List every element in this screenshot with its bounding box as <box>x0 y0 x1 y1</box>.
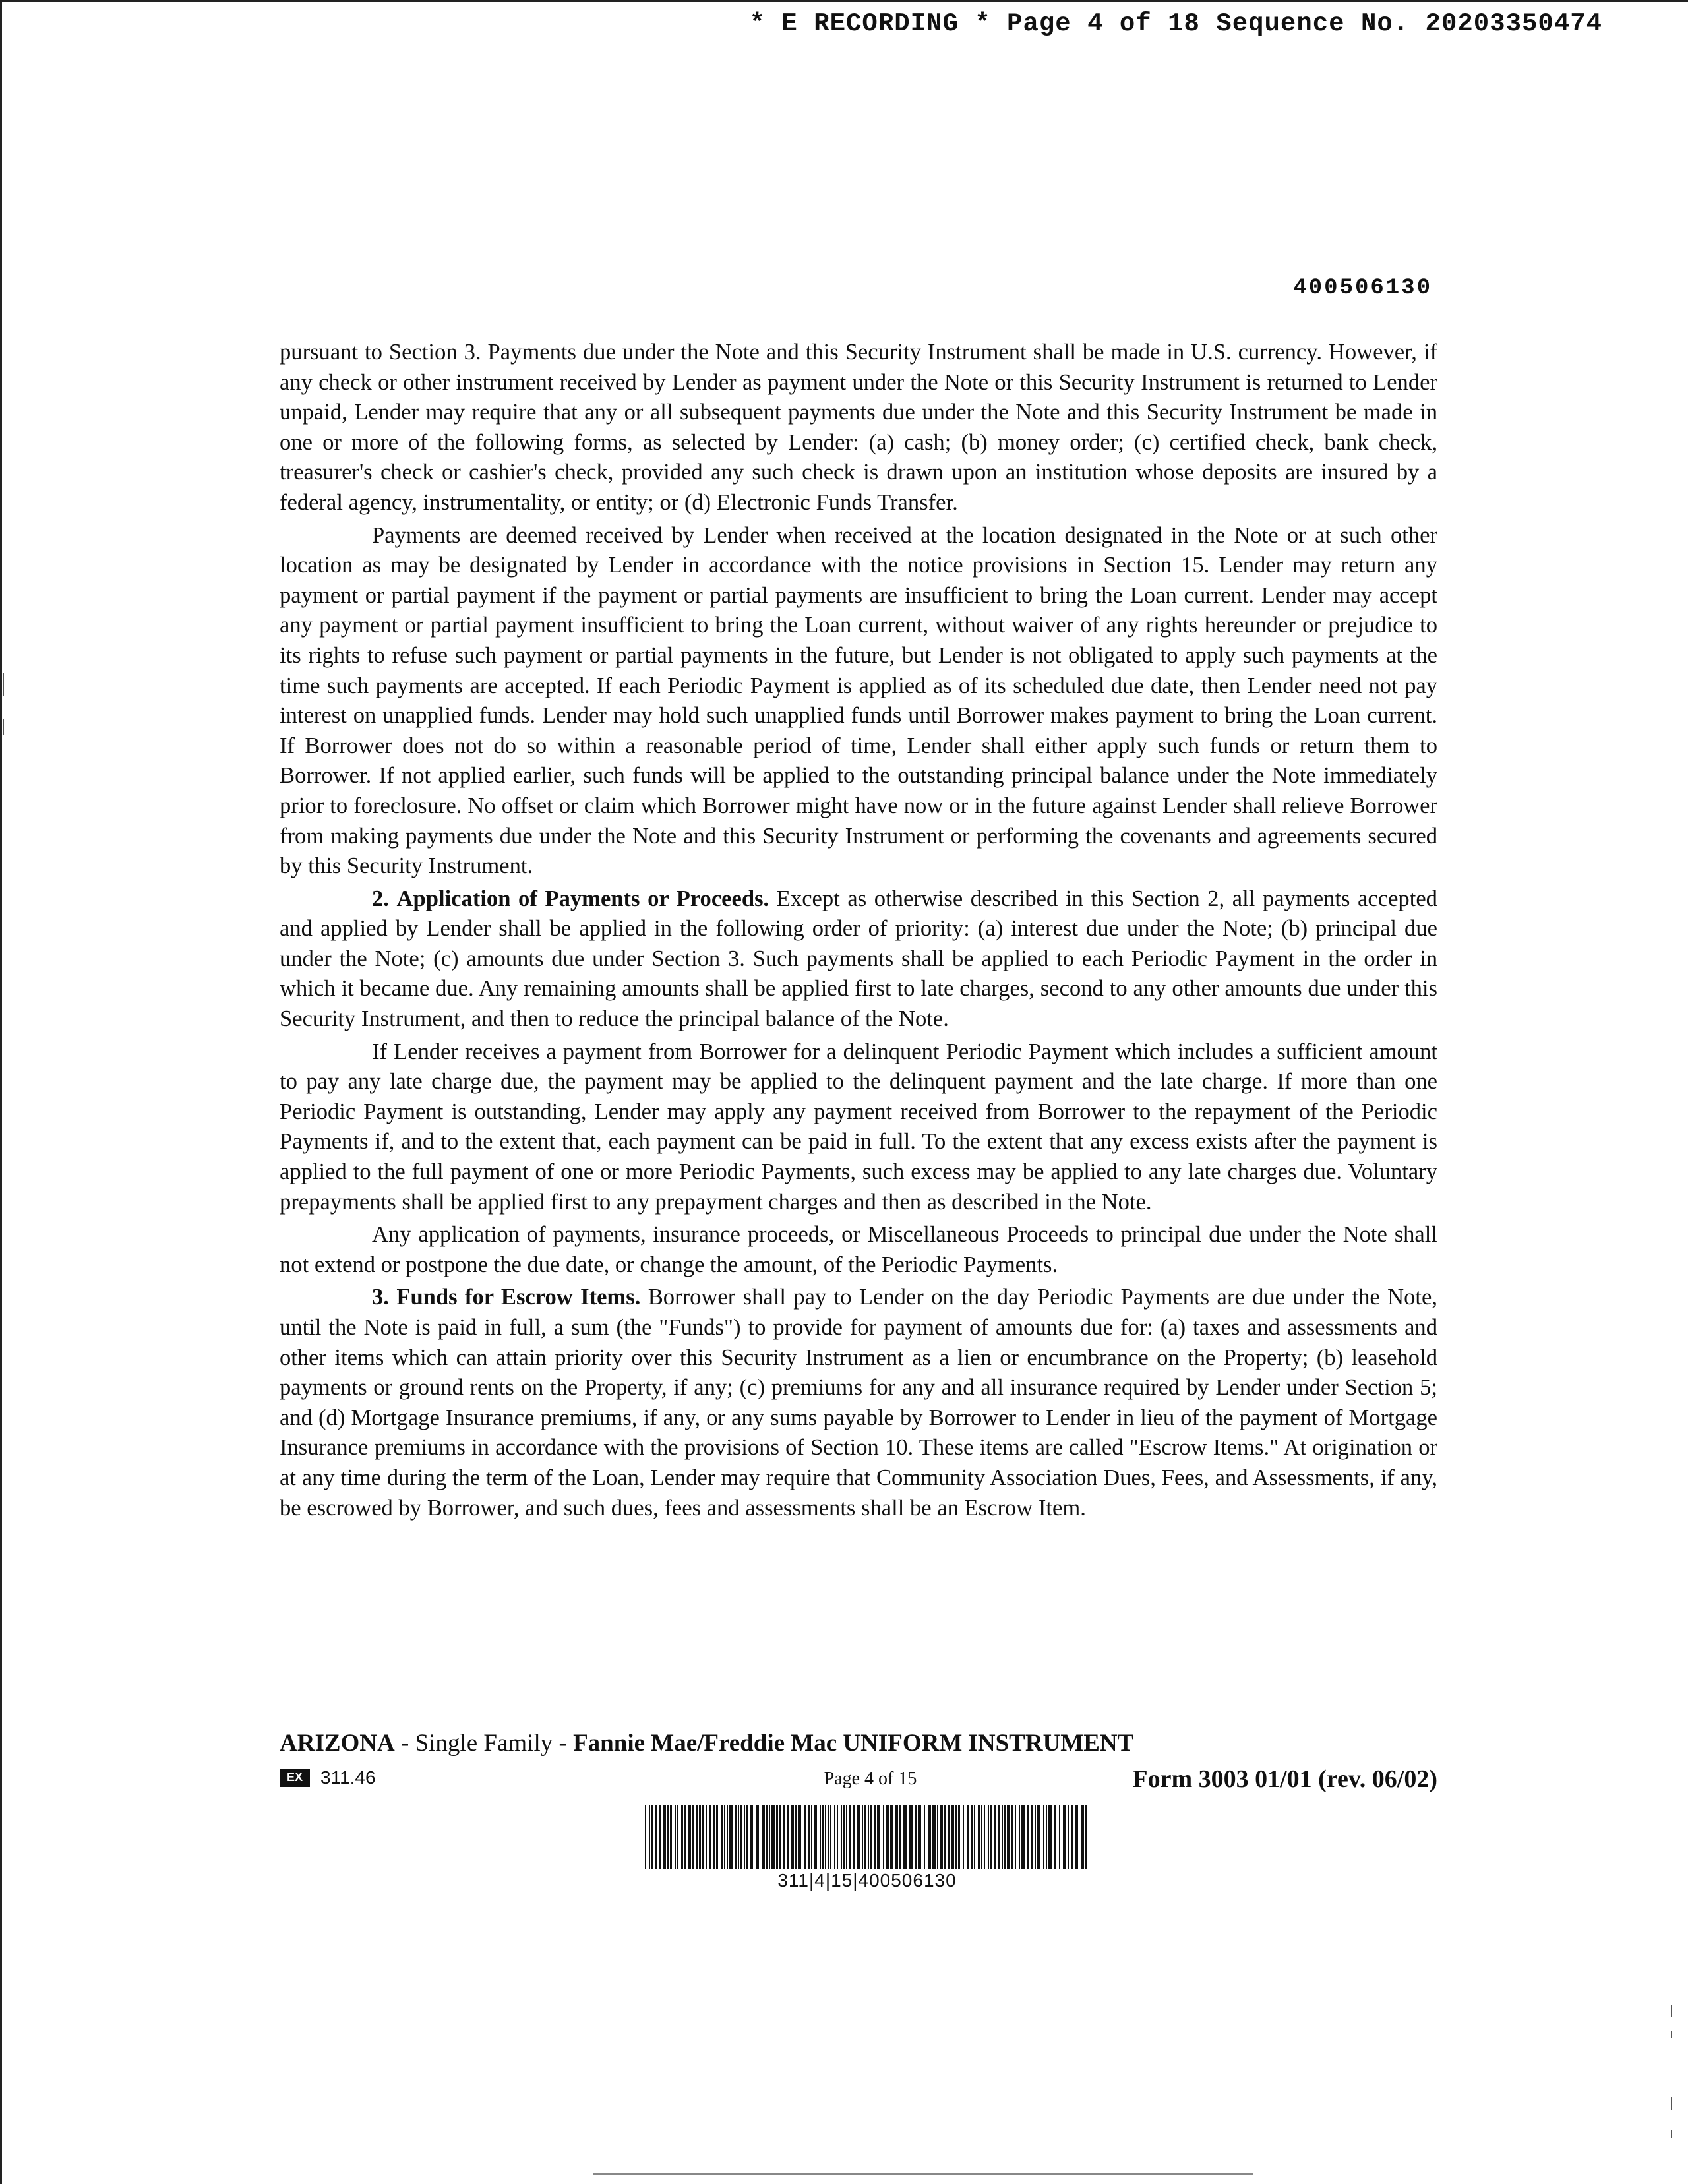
barcode-bar <box>978 1805 980 1869</box>
barcode-bar <box>822 1805 824 1869</box>
barcode-bar <box>681 1805 683 1869</box>
barcode-bar <box>998 1805 1000 1869</box>
barcode-bar <box>967 1805 969 1869</box>
barcode-bar <box>1031 1805 1033 1869</box>
body-paragraph <box>280 1220 1437 1280</box>
section-number: 2. <box>372 886 389 911</box>
section-title: Application of Payments or Proceeds. <box>396 886 769 911</box>
barcode-bar <box>744 1805 745 1869</box>
barcode-bar <box>1048 1805 1052 1869</box>
barcode-bar <box>841 1805 842 1869</box>
recording-header: * E RECORDING * Page 4 of 18 Sequence No. 20203350474 <box>749 9 1602 38</box>
barcode-bar <box>1004 1805 1006 1869</box>
barcode-bar <box>692 1805 694 1869</box>
barcode-bar <box>990 1805 992 1869</box>
barcode-bar <box>655 1805 657 1869</box>
barcode-bar <box>798 1805 801 1869</box>
barcode-bar <box>1068 1805 1069 1869</box>
footer-form-number: Form 3003 01/01 (rev. 06/02) <box>1132 1765 1437 1793</box>
barcode-bar <box>771 1805 775 1869</box>
barcode-bar <box>915 1805 917 1869</box>
barcode-bar <box>1007 1805 1010 1869</box>
barcode-bar <box>955 1805 957 1869</box>
barcode-bar <box>944 1805 946 1869</box>
barcode-bar <box>864 1805 866 1869</box>
barcode-bar <box>903 1805 907 1869</box>
footer-sep: - <box>553 1730 574 1757</box>
barcode-bar <box>811 1805 812 1869</box>
body-paragraph <box>280 338 1437 518</box>
body-paragraph <box>280 1283 1437 1523</box>
barcode-bar <box>769 1805 770 1869</box>
barcode-bar <box>820 1805 821 1869</box>
barcode-bar <box>984 1805 985 1869</box>
barcode-bar <box>849 1805 851 1869</box>
barcode-bar <box>756 1805 759 1869</box>
barcode-bar <box>981 1805 982 1869</box>
barcode-bar <box>940 1805 943 1869</box>
barcode-bar <box>659 1805 661 1869</box>
barcode-bar <box>651 1805 653 1869</box>
barcode-bar <box>971 1805 973 1869</box>
barcode-text: 311|4|15|400506130 <box>777 1870 957 1891</box>
barcode-bar <box>1043 1805 1044 1869</box>
barcode-bar <box>709 1805 711 1869</box>
barcode-bar <box>766 1805 768 1869</box>
barcode-bar <box>870 1805 872 1869</box>
barcode-bar <box>909 1805 913 1869</box>
paragraph-text: Except as otherwise described in this Section 2, all payments accepted and applied by Lender shall be applied in the following order of priority: (a) interest due under the Note; (b) principal due under the Note; (c) amounts due under Section 3. Such payments shall be applied to each Periodic Payment in the order in which it became due. Any remaining amounts shall be applied first to late charges, second to any other amounts due under this Security Instrument, and then to reduce the principal balance of the Note. <box>280 886 1437 1032</box>
footer-family: Single Family <box>415 1730 553 1757</box>
barcode-bar <box>776 1805 778 1869</box>
barcode-bar <box>828 1805 829 1869</box>
barcode-bar <box>963 1805 964 1869</box>
barcode-bar <box>1075 1805 1078 1869</box>
scan-speck <box>1671 2130 1672 2138</box>
barcode-bar <box>750 1805 753 1869</box>
barcode-bar <box>1011 1805 1013 1869</box>
footer-form-code: 311.46 <box>320 1767 376 1788</box>
barcode-bar <box>928 1805 931 1869</box>
barcode-bar <box>814 1805 817 1869</box>
barcode-bar <box>795 1805 797 1869</box>
barcode-bar <box>1081 1805 1084 1869</box>
barcode-bar <box>1046 1805 1047 1869</box>
barcode-bar <box>862 1805 863 1869</box>
scan-speck <box>1671 2005 1672 2017</box>
barcode-bar <box>948 1805 950 1869</box>
barcode-bar <box>804 1805 806 1869</box>
barcode-bar <box>791 1805 794 1869</box>
barcode-bar <box>846 1805 847 1869</box>
barcode-bar <box>994 1805 996 1869</box>
barcode-bar <box>886 1805 889 1869</box>
scan-left-edge <box>0 0 2 2184</box>
barcode-bar <box>779 1805 781 1869</box>
scan-speck <box>3 719 4 735</box>
barcode-bar <box>937 1805 938 1869</box>
barcode-bar <box>1063 1805 1066 1869</box>
barcode-bar <box>853 1805 855 1869</box>
footer-title <box>280 1729 1133 1757</box>
scan-speck <box>1671 2031 1672 2038</box>
barcode-bar <box>699 1805 701 1869</box>
barcode-bar <box>1054 1805 1056 1869</box>
barcode-bar <box>746 1805 748 1869</box>
barcode-bar <box>974 1805 975 1869</box>
barcode-bar <box>1019 1805 1020 1869</box>
barcode <box>645 1805 1089 1869</box>
barcode-bar <box>857 1805 860 1869</box>
barcode-bar <box>834 1805 835 1869</box>
barcode-bar <box>951 1805 954 1869</box>
barcode-bar <box>762 1805 765 1869</box>
barcode-bar <box>716 1805 718 1869</box>
barcode-bar <box>830 1805 831 1869</box>
body-paragraph <box>280 884 1437 1035</box>
barcode-bar <box>721 1805 723 1869</box>
footer-state: ARIZONA <box>280 1730 395 1757</box>
barcode-bar <box>649 1805 650 1869</box>
barcode-bar <box>883 1805 884 1869</box>
barcode-bar <box>645 1805 646 1869</box>
barcode-bar <box>1059 1805 1060 1869</box>
barcode-bar <box>783 1805 785 1869</box>
barcode-bar <box>1015 1805 1016 1869</box>
barcode-bar <box>843 1805 845 1869</box>
barcode-bar <box>1037 1805 1040 1869</box>
paragraph-text: If Lender receives a payment from Borrower for a delinquent Periodic Payment which includes a sufficient amount to pay any late charge due, the payment may be applied to the delinquent payment and the late charge. If more than one Periodic Payment is outstanding, Lender may apply any payment received from Borrower to the repayment of the Periodic Payments if, and to the extent that, each payment can be paid in full. To the extent that any excess exists after the payment is applied to the full payment of one or more Periodic Payments, such excess may be applied to any late charges due. Voluntary prepayments shall be applied first to any prepayment charges and then as described in the Note. <box>280 1039 1437 1215</box>
barcode-bar <box>675 1805 676 1869</box>
barcode-bar <box>924 1805 925 1869</box>
barcode-bar <box>677 1805 678 1869</box>
paragraph-text: Borrower shall pay to Lender on the day Periodic Payments are due under the Note, until the Note is paid in full, a sum (the "Funds") to provide for payment of amounts due for: (a) taxes and assessments and other items which can attain priority over this Security Instrument as a lien or encumbrance on the Property; (b) leasehold payments or ground rents on the Property, if any; (c) premiums for any and all insurance required by Lender under Section 5; and (d) Mortgage Insurance premiums, if any, or any sums payable by Borrower to Lender in lieu of the payment of Mortgage Insurance premiums in accordance with the provisions of Section 10. These items are called "Escrow Items." At origination or at any time during the term of the Loan, Lender may require that Community Association Dues, Fees, and Assessments, if any, be escrowed by Borrower, and such dues, fees and assessments shall be an Escrow Item. <box>280 1285 1437 1521</box>
paragraph-text: Payments are deemed received by Lender when received at the location designated in the Note or at such other location as may be designated by Lender in accordance with the notice provisions in Section 15. Lender may return any payment or partial payment if the payment or partial payments are insufficient to bring the Loan current. Lender may accept any payment or partial payment insufficient to bring the Loan current, without waiver of any rights hereunder or prejudice to its rights to refuse such payment or partial payments in the future, but Lender is not obligated to apply such payments at the time such payments are accepted. If each Periodic Payment is applied as of its scheduled due date, then Lender need not pay interest on unapplied funds. Lender may hold such unapplied funds until Borrower makes payment to bring the Loan current. If Borrower does not do so within a reasonable period of time, Lender shall either apply such funds or return them to Borrower. If not applied earlier, such funds will be applied to the outstanding principal balance under the Note immediately prior to foreclosure. No offset or claim which Borrower might have now or in the future against Lender shall relieve Borrower from making payments due under the Note and this Security Instrument or performing the covenants and agreements secured by this Security Instrument. <box>280 522 1437 879</box>
barcode-bar <box>684 1805 686 1869</box>
footer-sep: - <box>394 1730 415 1757</box>
barcode-bar <box>1071 1805 1073 1869</box>
barcode-bar <box>670 1805 672 1869</box>
barcode-bar <box>808 1805 810 1869</box>
paragraph-text: pursuant to Section 3. Payments due under the Note and this Security Instrument shall be made in U.S. currency. However, if any check or other instrument received by Lender as payment under the Note or this Security Instrument is returned to Lender unpaid, Lender may require that any or all subsequent payments due under the Note and this Security Instrument be made in one or more of the following forms, as selected by Lender: (a) cash; (b) money order; (c) certified check, bank check, treasurer's check or cashier's check, provided any such check is drawn upon an institution whose deposits are insured by a federal agency, instrumentality, or entity; or (d) Electronic Funds Transfer. <box>280 340 1437 515</box>
barcode-bar <box>1085 1805 1087 1869</box>
loan-number: 400506130 <box>1293 276 1432 301</box>
barcode-bar <box>738 1805 739 1869</box>
barcode-bar <box>868 1805 869 1869</box>
barcode-bar <box>918 1805 921 1869</box>
scan-speck <box>1671 2097 1672 2110</box>
barcode-bar <box>688 1805 691 1869</box>
barcode-bar <box>713 1805 715 1869</box>
section-title: Funds for Escrow Items. <box>396 1285 641 1310</box>
scan-speck <box>3 673 4 696</box>
barcode-bar <box>667 1805 669 1869</box>
section-number: 3. <box>372 1285 389 1310</box>
footer-instrument: Fannie Mae/Freddie Mac UNIFORM INSTRUMENT <box>573 1730 1134 1757</box>
body-paragraph <box>280 1037 1437 1218</box>
scan-bottom-rule <box>593 2173 1253 2175</box>
barcode-bar <box>988 1805 989 1869</box>
barcode-bar <box>837 1805 838 1869</box>
barcode-bar <box>740 1805 742 1869</box>
barcode-bar <box>696 1805 698 1869</box>
barcode-bar <box>724 1805 725 1869</box>
barcode-bar <box>735 1805 737 1869</box>
barcode-bar <box>895 1805 898 1869</box>
barcode-bar <box>825 1805 826 1869</box>
barcode-bar <box>729 1805 733 1869</box>
paragraph-text: Any application of payments, insurance proceeds, or Miscellaneous Proceeds to principal due under the Note shall not extend or postpone the due date, or change the amount, of the Periodic Payments. <box>280 1222 1437 1277</box>
barcode-bar <box>1002 1805 1003 1869</box>
barcode-bar <box>1027 1805 1029 1869</box>
barcode-bar <box>787 1805 789 1869</box>
footer-page-number: Page 4 of 15 <box>824 1769 917 1789</box>
barcode-bar <box>890 1805 893 1869</box>
scan-top-edge <box>0 0 1688 2</box>
ellie-mae-logo-icon: EX <box>280 1769 310 1787</box>
barcode-bar <box>877 1805 880 1869</box>
body-paragraph <box>280 521 1437 882</box>
barcode-bar <box>706 1805 707 1869</box>
barcode-bar <box>702 1805 704 1869</box>
barcode-bar <box>958 1805 960 1869</box>
document-body <box>280 338 1437 1526</box>
barcode-bar <box>1035 1805 1036 1869</box>
barcode-bar <box>899 1805 901 1869</box>
barcode-bar <box>874 1805 876 1869</box>
barcode-bar <box>1021 1805 1025 1869</box>
footer-code-block <box>280 1767 376 1788</box>
barcode-bar <box>932 1805 936 1869</box>
barcode-bar <box>727 1805 728 1869</box>
barcode-bar <box>663 1805 666 1869</box>
